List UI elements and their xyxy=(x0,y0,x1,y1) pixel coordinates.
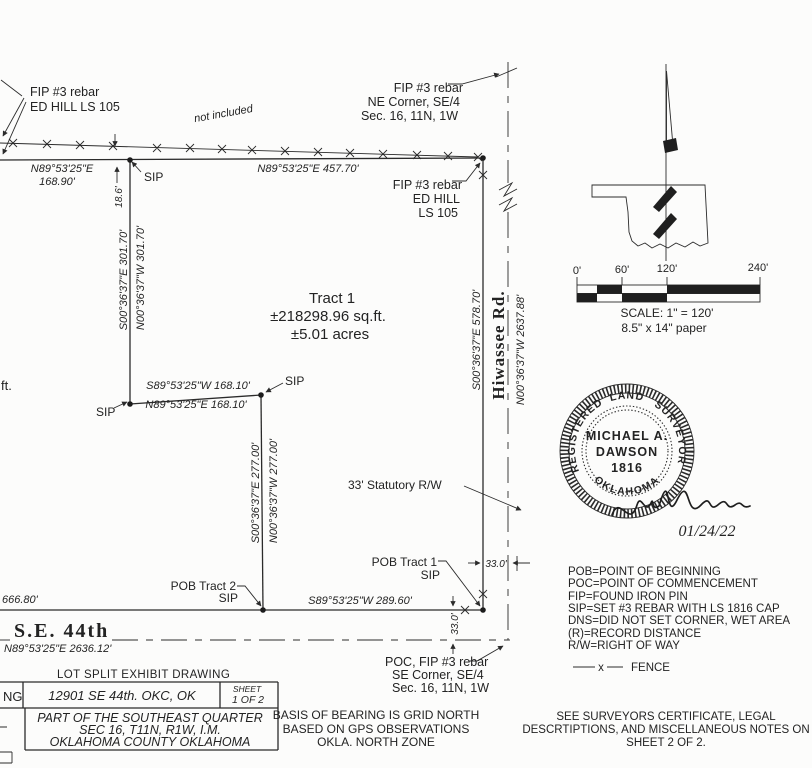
surveyor-license-number: 1816 xyxy=(611,461,643,475)
distance-label: 168.90' xyxy=(39,176,75,188)
leader-line xyxy=(114,402,127,408)
north-boundary-line xyxy=(0,158,483,160)
scale-bar-segment xyxy=(622,294,667,303)
pob-tract2-label: POB Tract 2 xyxy=(170,579,236,593)
scale-text: SCALE: 1" = 120' xyxy=(620,306,714,320)
pob-tract1-label: POB Tract 1 xyxy=(371,555,437,569)
bearing-label: N89°53'25"E 2636.12' xyxy=(4,643,112,655)
bearing-label: N89°53'25"E 457.70' xyxy=(257,163,359,175)
bearing-label: S89°53'25"W 168.10' xyxy=(146,380,250,392)
scale-tick-label: 120' xyxy=(656,263,678,275)
sip-label: SIP xyxy=(420,568,440,582)
legend-line: FIP=FOUND IRON PIN xyxy=(568,591,688,603)
north-arrow-band xyxy=(653,186,677,212)
tract1-name: Tract 1 xyxy=(308,290,356,307)
oklahoma-outline-icon xyxy=(592,185,708,248)
sip-label: SIP xyxy=(144,170,164,184)
legend-line: POB=POINT OF BEGINNING xyxy=(568,566,721,578)
corner-dot xyxy=(260,607,266,613)
bearing-label: N89°53'25"E xyxy=(30,163,94,175)
titleblock-description: PART OF THE SOUTHEAST QUARTER xyxy=(37,711,263,725)
poc-label: SE Corner, SE/4 xyxy=(392,668,484,682)
fence-legend-label: FENCE xyxy=(631,662,670,674)
seal-arc-text: REGISTERED xyxy=(565,396,606,475)
sheet-word: SHEET xyxy=(232,684,262,694)
basis-of-bearing-note: BASED ON GPS OBSERVATIONS xyxy=(282,722,470,736)
fip-ne-label: NE Corner, SE/4 xyxy=(367,95,460,109)
certificate-note: DESCRTIPTIONS, AND MISCELLANEOUS NOTES ON xyxy=(522,724,810,736)
fip-ne-label: Sec. 16, 11N, 1W xyxy=(360,109,458,123)
certificate-note: SEE SURVEYORS CERTIFICATE, LEGAL xyxy=(556,711,776,723)
legend-line: R/W=RIGHT OF WAY xyxy=(568,640,680,652)
sip-label: SIP xyxy=(218,591,238,605)
paper-size-text: 8.5" x 14" paper xyxy=(621,321,707,335)
not-included-label: not included xyxy=(193,102,254,126)
fip-ed-hill-label: FIP #3 rebar xyxy=(392,178,462,192)
corner-dot xyxy=(127,401,133,407)
scale-bar-segment xyxy=(577,294,597,303)
bearing-label: N89°53'25"E 168.10' xyxy=(145,399,247,411)
legend-line: (R)=RECORD DISTANCE xyxy=(568,628,702,640)
fip-nw-label: FIP #3 rebar xyxy=(30,85,100,99)
north-arrow-band xyxy=(653,213,677,239)
bearing-label: N00°36'37"W 277.00' xyxy=(268,438,280,544)
sip-label: SIP xyxy=(96,405,116,419)
notes xyxy=(273,708,810,749)
leader-line xyxy=(132,162,141,172)
titleblock-cutoff-text: NG xyxy=(3,689,23,704)
corner-dot xyxy=(480,607,486,613)
fip-ed-hill-label: ED HILL xyxy=(412,192,460,206)
signature-date: 01/24/22 xyxy=(678,523,736,540)
titleblock-description: OKLAHOMA COUNTY OKLAHOMA xyxy=(49,735,251,749)
certificate-note: SHEET 2 OF 2. xyxy=(626,737,706,749)
bearing-label: S89°53'25"W 289.60' xyxy=(308,595,412,607)
title-block xyxy=(0,669,278,763)
fip-ed-hill-label: LS 105 xyxy=(418,206,458,220)
titleblock-description: SEC 16, T11N, R1W, I.M. xyxy=(79,723,221,737)
fence-line xyxy=(0,143,478,157)
fence-symbol-x: x xyxy=(598,662,604,674)
legend-line: DNS=DID NOT SET CORNER, WET AREA xyxy=(568,615,791,627)
legend xyxy=(568,566,790,674)
legend-line: POC=POINT OF COMMENCEMENT xyxy=(568,578,758,590)
dimension-label: 33.0' xyxy=(450,613,461,635)
road-name-hiwassee: Hiwassee Rd. xyxy=(489,290,508,400)
surveyor-name: MICHAEL A. xyxy=(585,429,669,443)
scale-bar-segment xyxy=(667,285,760,294)
tract1-area-acres: ±5.01 acres xyxy=(290,326,370,343)
fip-ne-label: FIP #3 rebar xyxy=(393,81,463,95)
distance-label: 666.80' xyxy=(2,594,38,606)
corner-dot xyxy=(127,157,133,163)
fip-nw-label: ED HILL LS 105 xyxy=(30,100,120,114)
poc-label: Sec. 16, 11N, 1W xyxy=(392,681,490,695)
titleblock-address: 12901 SE 44th. OKC, OK xyxy=(48,688,196,703)
titleblock-heading: LOT SPLIT EXHIBIT DRAWING xyxy=(57,669,231,681)
section-corner-cross-icon xyxy=(496,68,517,77)
tract1-area-sqft: ±218298.96 sq.ft. xyxy=(270,308,386,325)
leader-line xyxy=(3,102,26,154)
line-break-icon xyxy=(499,183,517,196)
scale-tick-label: 0' xyxy=(572,265,582,277)
bearing-label: S00°36'37"E 578.70' xyxy=(471,289,483,391)
sip-label: SIP xyxy=(285,374,305,388)
edge-cutoff-text: ft. xyxy=(1,378,12,393)
basis-of-bearing-note: BASIS OF BEARING IS GRID NORTH xyxy=(272,708,480,722)
seal-arc-text: OKLAHOMA xyxy=(591,473,663,499)
seal-arc-text: SURVEYOR xyxy=(652,398,689,466)
bearing-label: S00°36'37"E 301.70' xyxy=(118,229,130,331)
leader-line xyxy=(464,486,521,510)
leader-line xyxy=(438,561,480,606)
scale-tick-label: 60' xyxy=(614,264,630,276)
basis-of-bearing-note: OKLA. NORTH ZONE xyxy=(317,735,435,749)
line-break-icon xyxy=(499,198,517,211)
seal-arc-text: LAND xyxy=(608,389,646,404)
north-arrow-band xyxy=(663,138,678,153)
dimension-label: 33.0' xyxy=(485,559,507,570)
north-arrow-block xyxy=(592,64,708,261)
road-centerlines xyxy=(0,62,517,640)
dimension-label: 18.6' xyxy=(114,186,125,208)
scale-tick-label: 240' xyxy=(747,262,769,274)
road-name-se44th: S.E. 44th xyxy=(14,620,110,642)
surveyor-name: DAWSON xyxy=(595,445,659,459)
bearing-label: S00°36'37"E 277.00' xyxy=(250,442,262,544)
svg-text:LAND xyxy=(608,389,645,404)
surveyor-seal xyxy=(560,384,750,540)
leader-line xyxy=(1,80,22,96)
svg-text:OKLAHOMA xyxy=(592,474,662,498)
leader-line xyxy=(237,586,261,606)
corner-dot xyxy=(258,392,264,398)
bearing-label: N00°36'37"W 301.70' xyxy=(135,225,147,331)
scale-bar-segment xyxy=(597,285,622,294)
scale-bar xyxy=(573,262,768,335)
titleblock-cutoff-lines xyxy=(0,727,12,763)
bearing-label: N00°36'37"W 2637.88' xyxy=(515,294,527,406)
scale-tick-marks xyxy=(577,277,760,285)
statutory-rw-label: 33' Statutory R/W xyxy=(348,478,442,492)
legend-line: SIP=SET #3 REBAR WITH LS 1816 CAP xyxy=(568,603,780,615)
sheet-number: 1 OF 2 xyxy=(232,694,264,706)
leader-line xyxy=(266,383,283,392)
fence xyxy=(0,139,487,614)
poc-label: POC, FIP #3 rebar xyxy=(385,655,489,669)
annotations xyxy=(1,81,527,695)
